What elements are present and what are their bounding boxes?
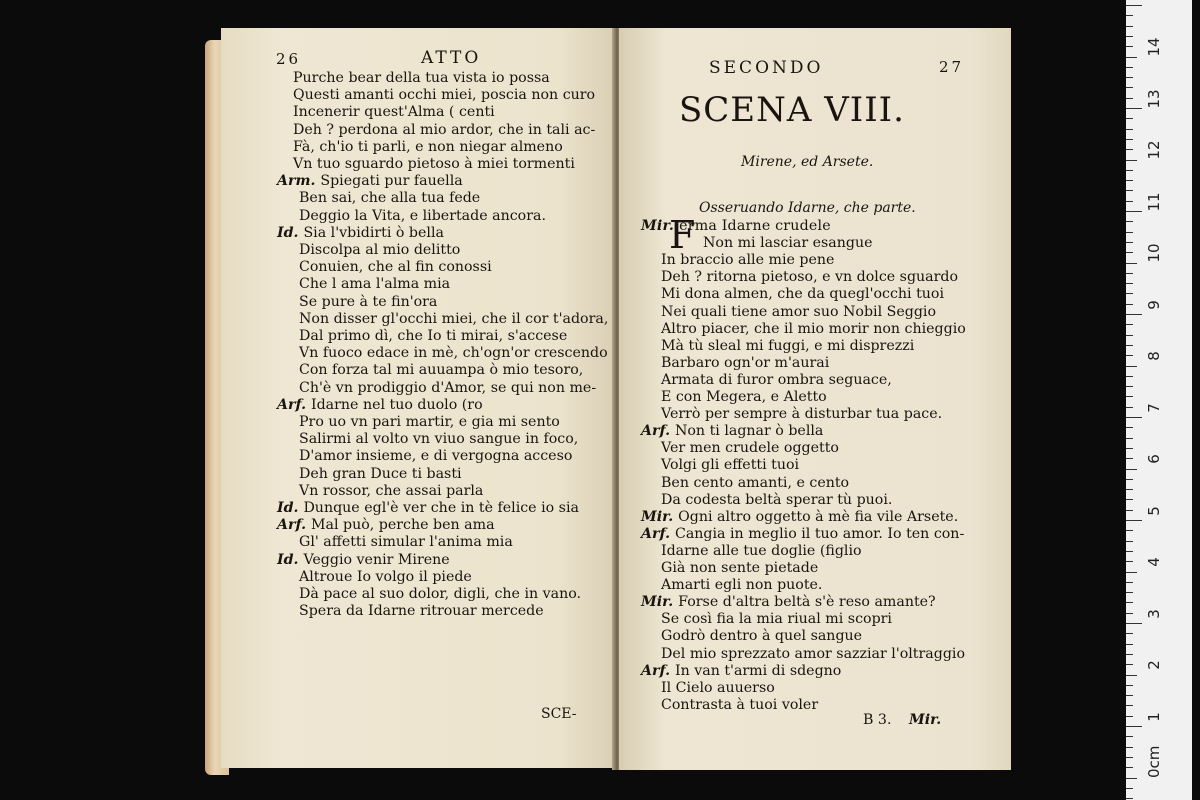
verse-text: Dunque egl'è ver che in tè felice io sia [303, 500, 579, 516]
ruler-tick [1126, 520, 1142, 521]
ruler-number: 6 [1145, 454, 1163, 464]
verse-text: Gl' affetti simular l'anima mia [299, 534, 513, 551]
ruler-tick [1126, 304, 1133, 305]
text-line [299, 276, 450, 293]
ruler-tick [1126, 747, 1133, 748]
ruler-tick [1126, 252, 1133, 253]
text-line [641, 509, 958, 526]
text-line [661, 389, 827, 406]
text-line [661, 560, 818, 577]
ruler-tick [1126, 98, 1133, 99]
text-line [299, 362, 583, 379]
verse-text: Godrò dentro à quel sangue [661, 628, 863, 645]
text-line [703, 235, 873, 252]
verse-text: Altro piacer, che il mio morir non chieggio [661, 320, 966, 337]
text-line [299, 603, 544, 620]
ruler-tick [1126, 654, 1133, 655]
verse-text: Se così fia la mia riual mi scopri [661, 611, 892, 628]
text-line [299, 534, 513, 551]
scene-title: SCENA VIII. [679, 90, 905, 130]
ruler-tick [1126, 15, 1133, 16]
text-line [661, 611, 892, 628]
text-line [641, 423, 823, 440]
verse-text: Deggio la Vita, e libertade ancora. [299, 207, 546, 224]
verse-text: Ben cento amanti, e cento [661, 474, 850, 491]
ruler-tick [1126, 211, 1142, 212]
text-line [661, 440, 839, 457]
ruler-tick [1126, 118, 1133, 119]
ruler-tick [1126, 510, 1133, 511]
ruler-tick [1126, 293, 1133, 294]
text-line [299, 190, 480, 207]
verse-text: Nei quali tiene amor suo Nobil Seggio [661, 303, 936, 320]
text-line [299, 414, 560, 431]
ruler-tick [1126, 541, 1133, 542]
ruler-tick [1126, 139, 1133, 140]
verse-text: Vn tuo sguardo pietoso à miei tormenti [293, 156, 575, 172]
ruler-tick [1126, 757, 1133, 758]
verse-text: Pro uo vn pari martir, e gia mi sento [299, 414, 560, 430]
ruler-tick [1126, 36, 1133, 37]
open-book [205, 28, 1013, 780]
verse-text: Dà pace al suo dolor, digli, che in vano. [299, 586, 582, 602]
ruler-number: 1 [1145, 711, 1163, 722]
text-line [661, 321, 966, 338]
text-line [299, 448, 572, 465]
ruler-tick [1126, 129, 1133, 130]
verse-text: Spiegati pur fauella [320, 173, 463, 190]
ruler-tick [1126, 180, 1133, 181]
measurement-ruler [1126, 0, 1192, 800]
text-line [277, 517, 495, 534]
verse-text: Da codesta beltà sperar tù puoi. [661, 491, 893, 508]
verse-text: Già non sente pietade [661, 560, 819, 576]
ruler-tick [1126, 561, 1133, 562]
verse-text: Amarti egli non puote. [661, 577, 823, 594]
ruler-tick [1126, 438, 1133, 439]
ruler-tick [1126, 633, 1133, 634]
text-line [661, 492, 892, 509]
ruler-tick [1126, 335, 1133, 336]
verse-text: Ogni altro oggetto à mè fia vile Arsete. [678, 508, 959, 525]
signature-mark: B 3. [863, 712, 892, 728]
ruler-tick [1126, 726, 1142, 727]
text-line [661, 543, 862, 560]
text-line [299, 208, 546, 225]
ruler-tick [1126, 551, 1133, 552]
text-line [661, 577, 822, 594]
ruler-tick [1126, 798, 1133, 799]
text-line [277, 500, 579, 517]
text-line [293, 104, 495, 121]
verse-text: Mà tù sleal mi fuggi, e mi disprezzi [661, 337, 915, 354]
text-line [661, 355, 829, 372]
ruler-tick [1126, 57, 1137, 58]
ruler-tick [1126, 602, 1133, 603]
verse-text: Mi dona almen, che da quegl'occhi tuoi [661, 286, 945, 303]
verse-text: Con forza tal mi auuampa ò mio tesoro, [299, 362, 584, 379]
text-line [293, 139, 563, 156]
ruler-tick [1126, 407, 1133, 408]
ruler-tick [1126, 263, 1137, 264]
verse-text: Incenerir quest'Alma ( centi [293, 104, 495, 121]
ruler-tick [1126, 108, 1142, 109]
ruler-tick [1126, 675, 1137, 676]
text-line [661, 457, 799, 474]
ruler-tick [1126, 530, 1133, 531]
ruler-tick [1126, 489, 1133, 490]
text-line [293, 70, 550, 87]
text-line [661, 680, 775, 697]
verse-text: Contrasta à tuoi voler [661, 696, 819, 713]
text-line [641, 594, 936, 611]
verse-text: Idarne alle tue doglie (figlio [661, 542, 862, 559]
ruler-tick [1126, 499, 1133, 500]
ruler-tick [1126, 788, 1133, 789]
text-line [277, 397, 483, 414]
verse-text: Deh ? ritorna pietoso, e vn dolce sguardo [661, 269, 959, 286]
verse-text: D'amor insieme, e di vergogna acceso [299, 448, 573, 465]
speaker-label: Mir. [641, 508, 679, 525]
ruler-tick [1126, 201, 1133, 202]
ruler-number: 7 [1145, 402, 1163, 413]
verse-text: In van t'armi di sdegno [674, 662, 842, 679]
ruler-tick [1126, 613, 1133, 614]
text-line [299, 569, 472, 586]
ruler-number: 12 [1145, 140, 1163, 160]
verse-text: Se pure à te fin'ora [299, 293, 438, 310]
ruler-tick [1126, 767, 1133, 768]
text-line [299, 259, 492, 276]
verse-text: Deh ? perdona al mio ardor, che in tali ac- [293, 121, 596, 138]
text-line [299, 294, 437, 311]
speaker-label: Arf. [641, 525, 675, 542]
verse-text: Vn fuoco edace in mè, ch'ogn'or crescendo [299, 345, 608, 362]
speaker-label: Arf. [641, 423, 675, 440]
speaker-label: Arf. [641, 662, 675, 679]
text-line [641, 663, 841, 680]
ruler-tick [1126, 77, 1133, 78]
ruler-tick [1126, 582, 1133, 583]
ruler-tick [1126, 345, 1133, 346]
verse-text: In braccio alle mie pene [661, 252, 835, 269]
text-line [299, 242, 460, 259]
right-running-head: SECONDO [709, 58, 824, 78]
verse-text: Del mio sprezzato amor sazziar l'oltraggio [661, 645, 965, 662]
verse-text: Il Cielo auuerso [661, 679, 775, 696]
ruler-number: 13 [1145, 88, 1163, 109]
ruler-tick [1126, 190, 1133, 191]
ruler-tick [1126, 736, 1133, 737]
verse-text: Dal primo dì, che Io ti mirai, s'accese [299, 328, 568, 344]
ruler-number: 9 [1145, 299, 1163, 310]
verse-text: Spera da Idarne ritrouar mercede [299, 603, 544, 620]
text-line [661, 338, 914, 355]
ruler-tick [1126, 149, 1133, 150]
ruler-tick [1126, 469, 1137, 470]
text-line [299, 311, 608, 328]
ruler-tick [1126, 664, 1133, 665]
ruler-tick [1126, 366, 1137, 367]
verse-text: Forse d'altra beltà s'è reso amante? [678, 594, 936, 611]
text-line [277, 225, 444, 242]
ruler-tick [1126, 386, 1133, 387]
ruler-number: 3 [1145, 608, 1163, 619]
verse-text: Discolpa al mio delitto [299, 242, 461, 258]
verse-text: Armata di furor ombra seguace, [661, 371, 892, 388]
text-line [661, 406, 942, 423]
ruler-tick [1126, 592, 1133, 593]
verse-text: Volgi gli effetti tuoi [661, 457, 800, 474]
verse-text: Cangia in meglio il tuo amor. Io ten con- [674, 525, 965, 542]
ruler-tick [1126, 221, 1133, 222]
verse-text: E con Megera, e Aletto [661, 389, 827, 405]
text-line [661, 286, 944, 303]
text-line [661, 697, 818, 714]
ruler-tick [1126, 242, 1133, 243]
speaker-label: Id. [277, 224, 304, 241]
verse-text: Barbaro ogn'or m'aurai [661, 354, 830, 371]
ruler-tick [1126, 572, 1137, 573]
ruler-tick [1126, 160, 1137, 161]
ruler-tick [1126, 26, 1133, 27]
ruler-tick [1126, 324, 1133, 325]
ruler-tick [1126, 623, 1142, 624]
text-line [293, 87, 595, 104]
ruler-tick [1126, 427, 1133, 428]
ruler-tick [1126, 417, 1142, 418]
verse-text: Purche bear della tua vista io possa [293, 70, 550, 86]
verse-text: Non ti lagnar ò bella [674, 423, 824, 440]
ruler-tick [1126, 87, 1133, 88]
verse-text: Salirmi al volto vn viuo sangue in foco, [299, 431, 579, 448]
ruler-tick [1126, 778, 1137, 779]
drop-capital: F [669, 213, 696, 257]
ruler-tick [1126, 170, 1133, 171]
right-catchword: Mir. [909, 712, 942, 728]
ruler-tick [1126, 376, 1133, 377]
ruler-tick [1126, 314, 1142, 315]
text-line [661, 269, 958, 286]
ruler-tick [1126, 273, 1133, 274]
ruler-tick [1126, 396, 1133, 397]
text-line [293, 122, 595, 139]
ruler-number: 11 [1145, 191, 1163, 212]
text-line [299, 586, 581, 603]
text-line [277, 552, 450, 569]
speaker-label: Mir. [641, 594, 679, 611]
verse-text: Vn rossor, che assai parla [299, 482, 484, 499]
verse-text: Ben sai, che alla tua fede [299, 190, 481, 207]
right-page [619, 28, 1011, 770]
speaker-label: Mir. [641, 218, 680, 234]
verse-text: erma Idarne crudele [679, 218, 831, 234]
ruler-tick [1126, 46, 1133, 47]
text-line [661, 252, 834, 269]
verse-text: Deh gran Duce ti basti [299, 465, 462, 482]
text-line [661, 646, 965, 663]
verse-text: Fà, ch'io ti parli, e non niegar almeno [293, 138, 563, 155]
verse-text: Non disser gl'occhi miei, che il cor t'adora, [299, 310, 609, 327]
ruler-number: 10 [1145, 243, 1163, 263]
ruler-number: 8 [1145, 351, 1163, 361]
text-line [299, 345, 608, 362]
verse-text: Idarne nel tuo duolo (ro [310, 396, 483, 413]
ruler-tick [1126, 458, 1133, 459]
left-running-head: ATTO [421, 48, 482, 68]
ruler-tick [1126, 355, 1133, 356]
ruler-number: 0cm [1145, 745, 1163, 778]
verse-text: Sia l'vbidirti ò bella [303, 224, 444, 241]
text-line [299, 431, 578, 448]
ruler-tick [1126, 479, 1133, 480]
verse-text: Ch'è vn prodiggio d'Amor, se qui non me- [299, 379, 597, 396]
ruler-tick [1126, 644, 1133, 645]
verse-text: Verrò per sempre à disturbar tua pace. [661, 406, 943, 423]
ruler-tick [1126, 232, 1133, 233]
ruler-tick [1126, 283, 1133, 284]
text-line [661, 628, 862, 645]
ruler-tick [1126, 716, 1133, 717]
text-line [293, 156, 575, 173]
text-line [299, 328, 567, 345]
verse-text: Questi amanti occhi miei, poscia non curo [293, 87, 596, 104]
left-page [221, 28, 617, 768]
ruler-tick [1126, 685, 1133, 686]
ruler-number: 5 [1145, 505, 1163, 516]
text-line [299, 380, 596, 397]
verse-text: Conuien, che al fin conossi [299, 259, 492, 276]
ruler-tick [1126, 705, 1133, 706]
text-line [299, 483, 483, 500]
speaker-label: Id. [277, 500, 304, 516]
text-line [277, 173, 463, 190]
text-line [299, 466, 462, 483]
stage-direction: Osseruando Idarne, che parte. [699, 200, 916, 216]
ruler-tick [1126, 5, 1142, 6]
text-line [661, 304, 936, 321]
text-line [641, 526, 964, 543]
left-page-number: 26 [276, 50, 302, 68]
ruler-number: 14 [1145, 37, 1163, 57]
verse-text: Che l ama l'alma mia [299, 276, 451, 293]
ruler-number: 2 [1145, 660, 1163, 670]
scene-characters: Mirene, ed Arsete. [741, 154, 874, 170]
ruler-tick [1126, 448, 1133, 449]
text-line [641, 218, 831, 235]
text-line [661, 372, 892, 389]
speaker-label: Arm. [277, 173, 321, 190]
speaker-label: Arf. [277, 517, 311, 534]
verse-text: Non mi lasciar esangue [703, 235, 873, 252]
verse-text: Mal può, perche ben ama [310, 517, 495, 534]
text-line [661, 475, 849, 492]
ruler-tick [1126, 695, 1133, 696]
left-catchword: SCE- [541, 706, 577, 722]
verse-text: Veggio venir Mirene [303, 551, 450, 568]
verse-text: Ver men crudele oggetto [661, 440, 839, 457]
speaker-label: Arf. [277, 396, 311, 413]
speaker-label: Id. [277, 551, 304, 568]
verse-text: Altroue Io volgo il piede [299, 568, 472, 585]
right-page-number: 27 [939, 58, 965, 76]
ruler-tick [1126, 67, 1133, 68]
ruler-number: 4 [1145, 557, 1163, 567]
